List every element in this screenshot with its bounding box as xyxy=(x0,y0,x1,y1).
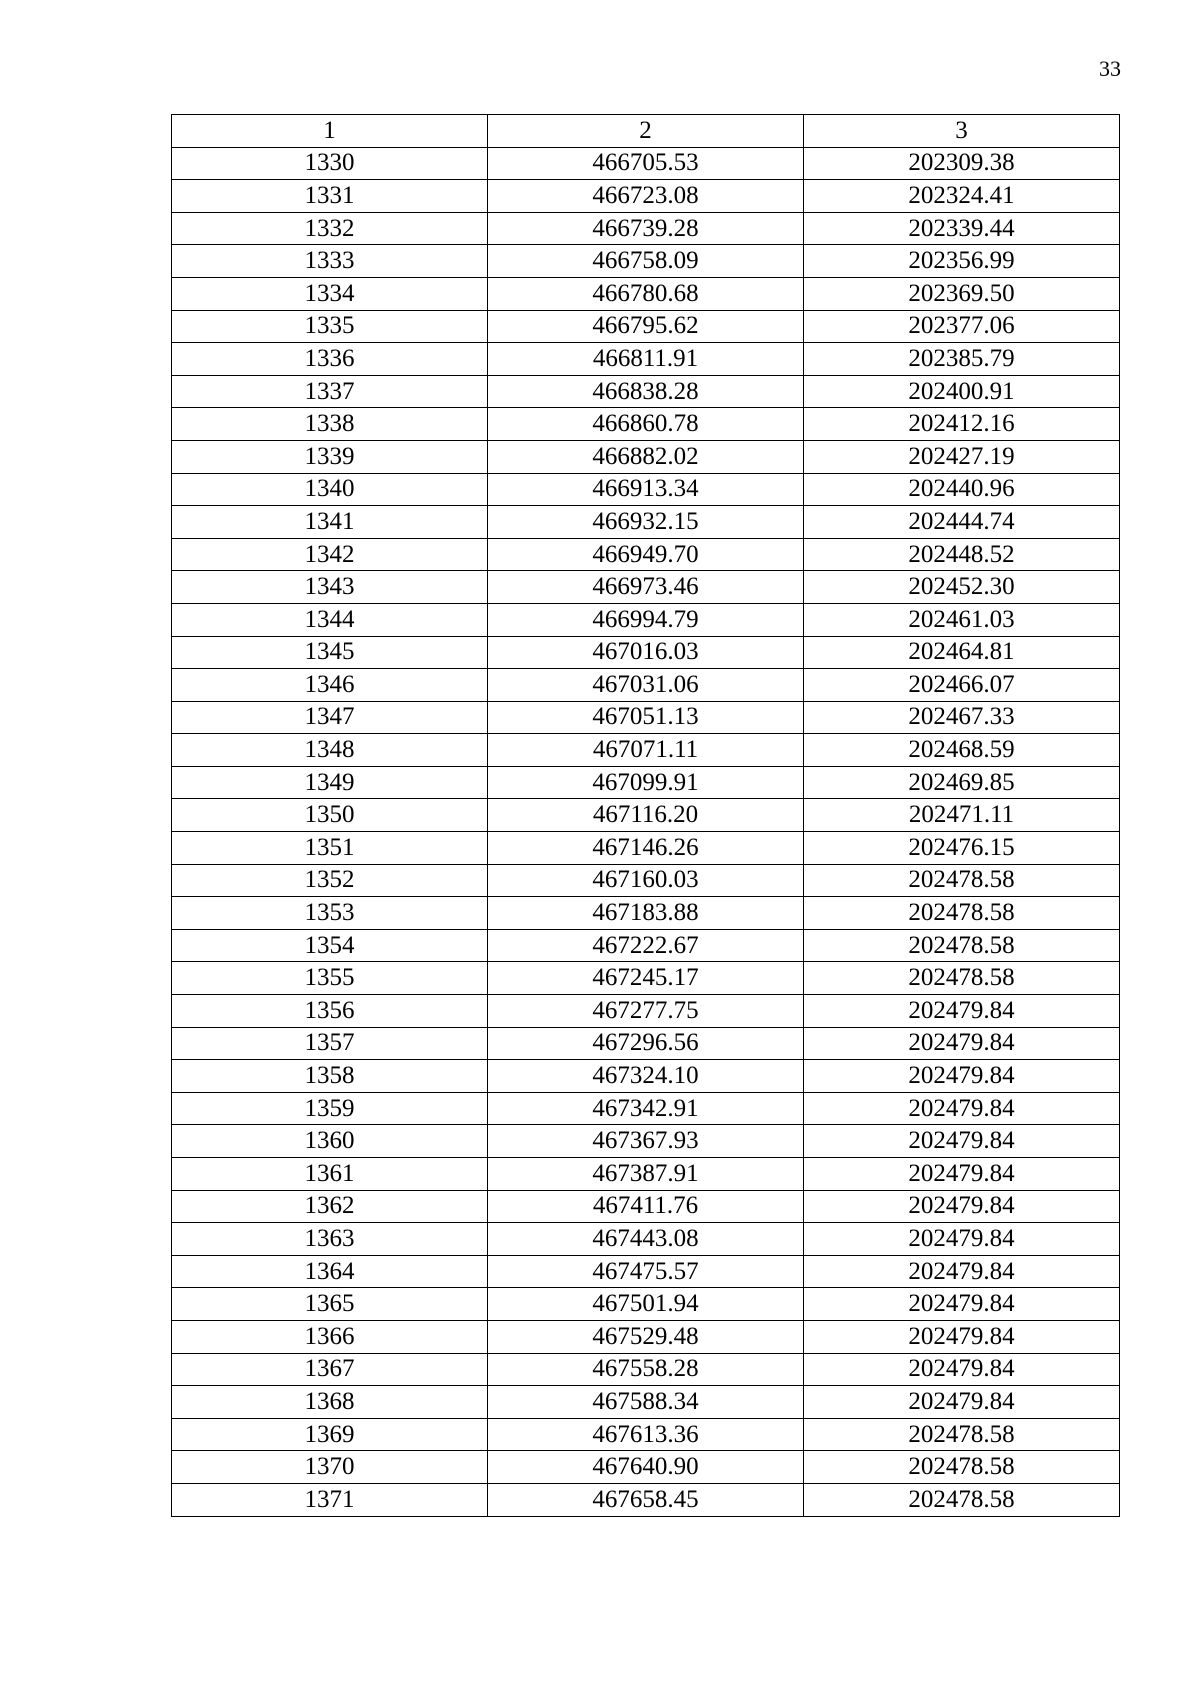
y-coordinate-cell: 202466.07 xyxy=(804,669,1120,702)
point-number-cell: 1361 xyxy=(172,1158,488,1191)
y-coordinate-cell: 202479.84 xyxy=(804,1223,1120,1256)
y-coordinate-cell: 202356.99 xyxy=(804,245,1120,278)
point-number-cell: 1371 xyxy=(172,1483,488,1516)
point-number-cell: 1343 xyxy=(172,571,488,604)
y-coordinate-cell: 202452.30 xyxy=(804,571,1120,604)
x-coordinate-cell: 466994.79 xyxy=(488,603,804,636)
table-row xyxy=(172,538,1120,571)
table-row xyxy=(172,1451,1120,1484)
table-row xyxy=(172,473,1120,506)
x-coordinate-cell: 467245.17 xyxy=(488,962,804,995)
point-number-cell: 1367 xyxy=(172,1353,488,1386)
x-coordinate-cell: 466932.15 xyxy=(488,506,804,539)
table-row xyxy=(172,799,1120,832)
x-coordinate-cell: 466882.02 xyxy=(488,440,804,473)
y-coordinate-cell: 202464.81 xyxy=(804,636,1120,669)
point-number-cell: 1364 xyxy=(172,1255,488,1288)
point-number-cell: 1333 xyxy=(172,245,488,278)
table-row xyxy=(172,1386,1120,1419)
point-number-cell: 1339 xyxy=(172,440,488,473)
y-coordinate-cell: 202479.84 xyxy=(804,1386,1120,1419)
point-number-cell: 1337 xyxy=(172,375,488,408)
table-row xyxy=(172,212,1120,245)
point-number-cell: 1346 xyxy=(172,669,488,702)
y-coordinate-cell: 202309.38 xyxy=(804,147,1120,180)
point-number-cell: 1353 xyxy=(172,897,488,930)
x-coordinate-cell: 467475.57 xyxy=(488,1255,804,1288)
table-row xyxy=(172,343,1120,376)
x-coordinate-cell: 466838.28 xyxy=(488,375,804,408)
table-row xyxy=(172,1288,1120,1321)
x-coordinate-cell: 467146.26 xyxy=(488,832,804,865)
table-row xyxy=(172,636,1120,669)
point-number-cell: 1336 xyxy=(172,343,488,376)
table-row xyxy=(172,864,1120,897)
point-number-cell: 1345 xyxy=(172,636,488,669)
x-coordinate-cell: 466949.70 xyxy=(488,538,804,571)
table-body xyxy=(172,115,1120,1517)
y-coordinate-cell: 202479.84 xyxy=(804,1288,1120,1321)
x-coordinate-cell: 467342.91 xyxy=(488,1092,804,1125)
x-coordinate-cell: 467031.06 xyxy=(488,669,804,702)
table-row xyxy=(172,1418,1120,1451)
point-number-cell: 1338 xyxy=(172,408,488,441)
y-coordinate-cell: 202469.85 xyxy=(804,766,1120,799)
x-coordinate-cell: 467116.20 xyxy=(488,799,804,832)
point-number-cell: 1334 xyxy=(172,277,488,310)
table-row xyxy=(172,310,1120,343)
y-coordinate-cell: 202385.79 xyxy=(804,343,1120,376)
y-coordinate-cell: 202479.84 xyxy=(804,1092,1120,1125)
point-number-cell: 1359 xyxy=(172,1092,488,1125)
page-number: 33 xyxy=(1099,56,1121,81)
x-coordinate-cell: 467222.67 xyxy=(488,929,804,962)
point-number-cell: 1365 xyxy=(172,1288,488,1321)
x-coordinate-cell: 467529.48 xyxy=(488,1320,804,1353)
coordinates-table xyxy=(171,114,1120,1517)
y-coordinate-cell: 202478.58 xyxy=(804,929,1120,962)
point-number-cell: 1341 xyxy=(172,506,488,539)
y-coordinate-cell: 202478.58 xyxy=(804,1483,1120,1516)
x-coordinate-cell: 466811.91 xyxy=(488,343,804,376)
x-coordinate-cell: 467051.13 xyxy=(488,701,804,734)
point-number-cell: 1347 xyxy=(172,701,488,734)
table-row xyxy=(172,375,1120,408)
table-row xyxy=(172,766,1120,799)
x-coordinate-cell: 466723.08 xyxy=(488,180,804,213)
point-number-cell: 1340 xyxy=(172,473,488,506)
table-row xyxy=(172,506,1120,539)
x-coordinate-cell: 466795.62 xyxy=(488,310,804,343)
x-coordinate-cell: 467501.94 xyxy=(488,1288,804,1321)
header-cell-1: 1 xyxy=(172,115,488,148)
point-number-cell: 1370 xyxy=(172,1451,488,1484)
table-row xyxy=(172,1190,1120,1223)
x-coordinate-cell: 467588.34 xyxy=(488,1386,804,1419)
y-coordinate-cell: 202467.33 xyxy=(804,701,1120,734)
point-number-cell: 1356 xyxy=(172,995,488,1028)
x-coordinate-cell: 466913.34 xyxy=(488,473,804,506)
table-row xyxy=(172,995,1120,1028)
table-row xyxy=(172,701,1120,734)
table-row xyxy=(172,245,1120,278)
point-number-cell: 1335 xyxy=(172,310,488,343)
table-row xyxy=(172,929,1120,962)
point-number-cell: 1351 xyxy=(172,832,488,865)
header-cell-2: 2 xyxy=(488,115,804,148)
x-coordinate-cell: 467160.03 xyxy=(488,864,804,897)
x-coordinate-cell: 466739.28 xyxy=(488,212,804,245)
x-coordinate-cell: 466780.68 xyxy=(488,277,804,310)
y-coordinate-cell: 202448.52 xyxy=(804,538,1120,571)
point-number-cell: 1344 xyxy=(172,603,488,636)
point-number-cell: 1358 xyxy=(172,1060,488,1093)
table-header-row xyxy=(172,115,1120,148)
table-row xyxy=(172,277,1120,310)
table-row xyxy=(172,1353,1120,1386)
y-coordinate-cell: 202377.06 xyxy=(804,310,1120,343)
x-coordinate-cell: 467658.45 xyxy=(488,1483,804,1516)
table-row xyxy=(172,1483,1120,1516)
table-row xyxy=(172,734,1120,767)
point-number-cell: 1350 xyxy=(172,799,488,832)
x-coordinate-cell: 466705.53 xyxy=(488,147,804,180)
y-coordinate-cell: 202479.84 xyxy=(804,1255,1120,1288)
x-coordinate-cell: 467640.90 xyxy=(488,1451,804,1484)
table-row xyxy=(172,571,1120,604)
y-coordinate-cell: 202478.58 xyxy=(804,897,1120,930)
x-coordinate-cell: 467411.76 xyxy=(488,1190,804,1223)
x-coordinate-cell: 467558.28 xyxy=(488,1353,804,1386)
y-coordinate-cell: 202412.16 xyxy=(804,408,1120,441)
x-coordinate-cell: 467613.36 xyxy=(488,1418,804,1451)
point-number-cell: 1363 xyxy=(172,1223,488,1256)
y-coordinate-cell: 202427.19 xyxy=(804,440,1120,473)
y-coordinate-cell: 202478.58 xyxy=(804,962,1120,995)
y-coordinate-cell: 202479.84 xyxy=(804,1060,1120,1093)
y-coordinate-cell: 202471.11 xyxy=(804,799,1120,832)
y-coordinate-cell: 202339.44 xyxy=(804,212,1120,245)
x-coordinate-cell: 467277.75 xyxy=(488,995,804,1028)
y-coordinate-cell: 202440.96 xyxy=(804,473,1120,506)
y-coordinate-cell: 202478.58 xyxy=(804,1451,1120,1484)
y-coordinate-cell: 202444.74 xyxy=(804,506,1120,539)
table-row xyxy=(172,147,1120,180)
table-row xyxy=(172,1027,1120,1060)
point-number-cell: 1332 xyxy=(172,212,488,245)
y-coordinate-cell: 202324.41 xyxy=(804,180,1120,213)
point-number-cell: 1342 xyxy=(172,538,488,571)
table-row xyxy=(172,669,1120,702)
table-row xyxy=(172,1158,1120,1191)
y-coordinate-cell: 202400.91 xyxy=(804,375,1120,408)
x-coordinate-cell: 467296.56 xyxy=(488,1027,804,1060)
table-row xyxy=(172,832,1120,865)
x-coordinate-cell: 466973.46 xyxy=(488,571,804,604)
table-row xyxy=(172,440,1120,473)
table-row xyxy=(172,408,1120,441)
table-row xyxy=(172,1125,1120,1158)
point-number-cell: 1357 xyxy=(172,1027,488,1060)
y-coordinate-cell: 202479.84 xyxy=(804,1320,1120,1353)
y-coordinate-cell: 202478.58 xyxy=(804,864,1120,897)
table-row xyxy=(172,897,1120,930)
x-coordinate-cell: 467367.93 xyxy=(488,1125,804,1158)
y-coordinate-cell: 202461.03 xyxy=(804,603,1120,636)
point-number-cell: 1360 xyxy=(172,1125,488,1158)
y-coordinate-cell: 202476.15 xyxy=(804,832,1120,865)
point-number-cell: 1354 xyxy=(172,929,488,962)
point-number-cell: 1362 xyxy=(172,1190,488,1223)
table-row xyxy=(172,1223,1120,1256)
point-number-cell: 1352 xyxy=(172,864,488,897)
table-row xyxy=(172,1320,1120,1353)
point-number-cell: 1368 xyxy=(172,1386,488,1419)
table-row xyxy=(172,180,1120,213)
x-coordinate-cell: 467071.11 xyxy=(488,734,804,767)
table-row xyxy=(172,603,1120,636)
table-row xyxy=(172,962,1120,995)
point-number-cell: 1330 xyxy=(172,147,488,180)
table-row xyxy=(172,1060,1120,1093)
x-coordinate-cell: 467387.91 xyxy=(488,1158,804,1191)
header-cell-3: 3 xyxy=(804,115,1120,148)
y-coordinate-cell: 202478.58 xyxy=(804,1418,1120,1451)
x-coordinate-cell: 467099.91 xyxy=(488,766,804,799)
x-coordinate-cell: 467016.03 xyxy=(488,636,804,669)
y-coordinate-cell: 202479.84 xyxy=(804,1158,1120,1191)
x-coordinate-cell: 466860.78 xyxy=(488,408,804,441)
y-coordinate-cell: 202479.84 xyxy=(804,1027,1120,1060)
table-row xyxy=(172,1255,1120,1288)
x-coordinate-cell: 467183.88 xyxy=(488,897,804,930)
x-coordinate-cell: 466758.09 xyxy=(488,245,804,278)
point-number-cell: 1369 xyxy=(172,1418,488,1451)
point-number-cell: 1355 xyxy=(172,962,488,995)
y-coordinate-cell: 202369.50 xyxy=(804,277,1120,310)
y-coordinate-cell: 202468.59 xyxy=(804,734,1120,767)
point-number-cell: 1331 xyxy=(172,180,488,213)
point-number-cell: 1349 xyxy=(172,766,488,799)
point-number-cell: 1348 xyxy=(172,734,488,767)
point-number-cell: 1366 xyxy=(172,1320,488,1353)
y-coordinate-cell: 202479.84 xyxy=(804,1125,1120,1158)
y-coordinate-cell: 202479.84 xyxy=(804,995,1120,1028)
table-row xyxy=(172,1092,1120,1125)
y-coordinate-cell: 202479.84 xyxy=(804,1353,1120,1386)
x-coordinate-cell: 467443.08 xyxy=(488,1223,804,1256)
y-coordinate-cell: 202479.84 xyxy=(804,1190,1120,1223)
x-coordinate-cell: 467324.10 xyxy=(488,1060,804,1093)
